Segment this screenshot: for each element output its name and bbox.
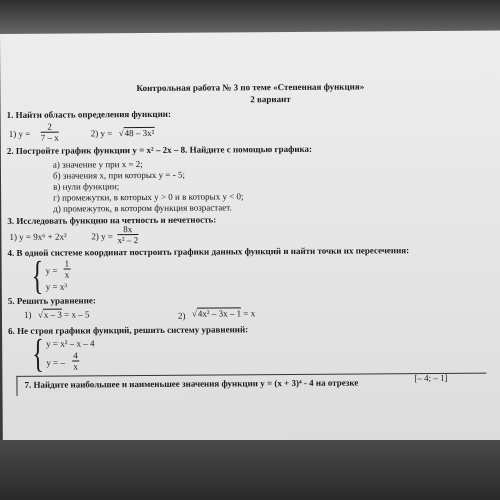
q3-b-label: 2) y = [91, 231, 114, 242]
q1-b-label: 2) y = [90, 128, 113, 139]
q1-a-label: 1) y = [8, 128, 31, 139]
q1-b-root: 48 – 3x² [124, 127, 155, 139]
worksheet-page [0, 31, 500, 454]
q3-b-num: 8x [117, 224, 138, 235]
q4-eq2: y = x³ [45, 281, 68, 292]
q1-heading: 1. Найти область определения функции: [6, 108, 171, 120]
q2-item-e: д) промежуток, в котором функция возрастает. [53, 202, 232, 214]
q5-a-rest: = x – 5 [64, 309, 90, 320]
q3-b-den: x² – 2 [117, 235, 139, 246]
q4-brace: { [31, 252, 44, 298]
doc-variant: 2 вариант [250, 93, 291, 105]
q2-item-b: б) значения x, при которых y = - 5; [52, 169, 186, 181]
q5-a-expr: √x – 3 = x – 5 [37, 309, 90, 320]
q5-b-expr: √4x² – 3x – 1 = x [191, 308, 256, 319]
q6-eq1: y = x² – x – 4 [46, 338, 95, 349]
q2-item-d: г) промежутки, в которых y > 0 и в которых y < 0; [53, 191, 244, 203]
q7-interval: [– 4; – 1] [414, 372, 448, 384]
q5-b-root: 4x² – 3x – 1 [197, 308, 242, 319]
q4-eq1-num: 1 [64, 258, 70, 269]
q6-eq2-fraction [72, 350, 79, 371]
q3-heading: 3. Исследовать функцию на четность и нечетность: [7, 214, 217, 226]
q4-heading: 4. В одной системе координат построить графики данных функций и найти точки их пересечения: [7, 245, 410, 258]
q1-b-expr: √48 – 3x² [118, 127, 155, 139]
q5-b-rest: = x [243, 308, 256, 319]
q5-a-label: 1) [23, 309, 32, 320]
q6-brace: { [32, 330, 44, 376]
q1-a-fraction [41, 122, 59, 143]
q2-heading: 2. Постройте график функции y = x² – 2x – 8. Найдите с помощью графика: [6, 143, 313, 156]
q4-eq1-label: y = [45, 265, 58, 276]
q6-eq2-den: x [73, 361, 78, 372]
doc-title: Контрольная работа № 3 по теме «Степенная функция» [136, 81, 365, 94]
q7-heading: 7. Найдите наибольшее и наименьшее значения функции y = (x + 3)⁴ - 4 на отрезке [24, 377, 359, 390]
q5-heading: 5. Решить уравнение: [7, 295, 96, 306]
q3-b-fraction [117, 224, 138, 245]
q4-eq1-fraction [64, 259, 71, 280]
q6-eq2-num: 4 [73, 350, 78, 361]
q1-a-num: 2 [41, 122, 59, 133]
q3-a: 1) y = 9x⁶ + 2x² [9, 231, 67, 242]
q5-a-root: x – 3 [43, 309, 62, 320]
q4-eq1-den: x [64, 269, 70, 280]
q6-eq2-label: y = – [46, 357, 65, 368]
q1-a-den: 7 – x [40, 132, 59, 143]
q2-item-c: в) нули функции; [53, 181, 120, 192]
q5-b-label: 2) [177, 310, 186, 321]
q2-item-a: а) значение y при x = 2; [52, 159, 143, 170]
q7-left-rule [16, 376, 17, 396]
desk-surface [0, 440, 500, 500]
q6-heading: 6. Не строя графики функций, решить систему уравнений: [8, 324, 249, 336]
